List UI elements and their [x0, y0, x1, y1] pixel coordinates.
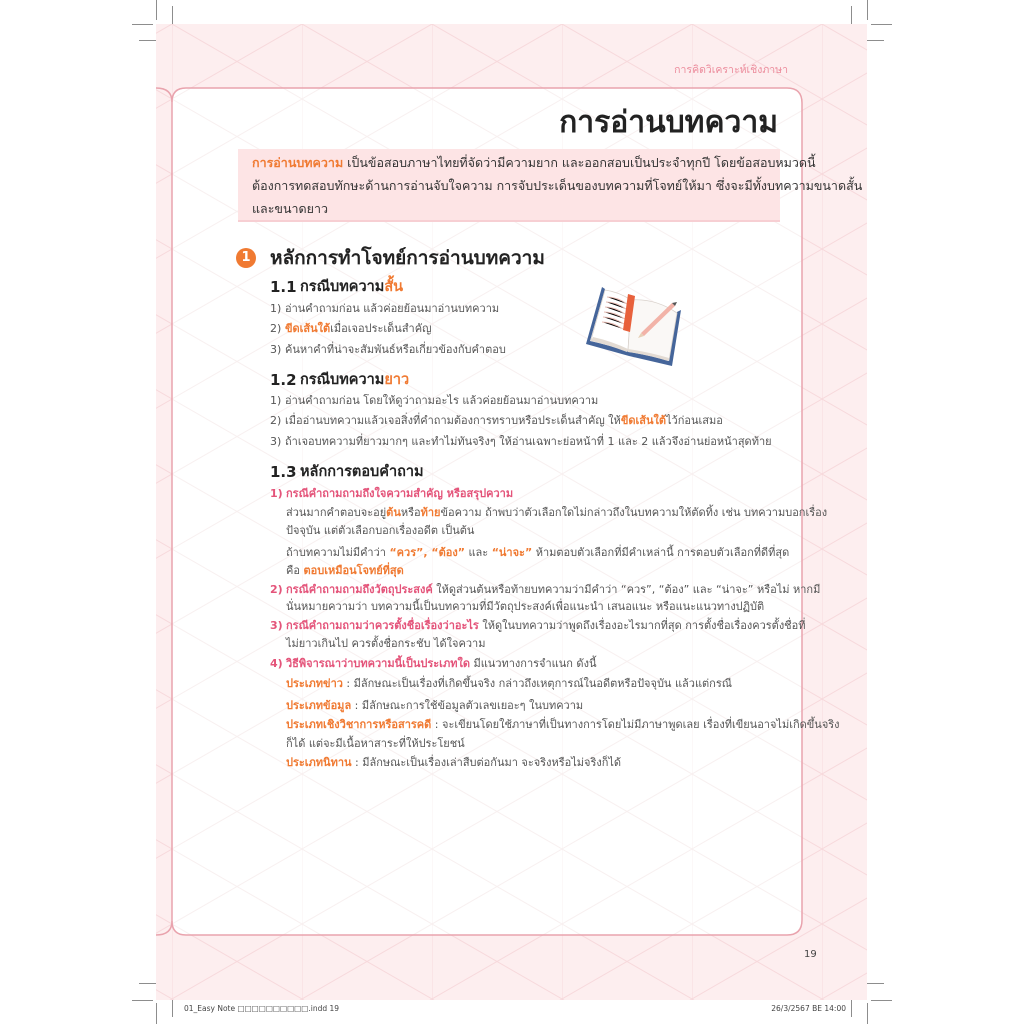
section-number-badge: 1	[236, 248, 256, 268]
subsection-title	[300, 277, 403, 297]
article-type-line	[286, 736, 465, 752]
intro-line	[252, 177, 862, 195]
text-segment: ให้ดูในบทความว่าพูดถึงเรื่องอะไรมากที่สุด การตั้งชื่อเรื่องควรตั้งชื่อที่	[478, 619, 806, 632]
item-heading-text: กรณีคำถามถามถึงวัตถุประสงค์	[286, 583, 433, 596]
intro-line	[252, 154, 816, 172]
subsection-title-highlight: ยาว	[384, 372, 410, 388]
subsection-title: หลักการตอบคำถาม	[300, 464, 424, 480]
text-segment: นั่นหมายความว่า บทความนี้เป็นบทความที่มีวัตถุประสงค์เพื่อแนะนำ เสนอแนะ หรือแนะแนวทางปฏิบัติ	[286, 600, 765, 613]
paragraph-line	[286, 505, 827, 521]
list-item	[285, 413, 723, 429]
highlight-text: “น่าจะ”	[491, 546, 533, 559]
highlight-text: ต้น	[386, 506, 401, 519]
text-segment: เมื่ออ่านบทความแล้วเจอสิ่งที่คำถามต้องการทราบหรือประเด็นสำคัญ ให้	[285, 414, 621, 427]
item-heading-text: กรณีคำถามถามถึงใจความสำคัญ หรือสรุปความ	[286, 487, 514, 500]
paragraph-line	[286, 599, 764, 615]
list-item-number: 2)	[270, 414, 282, 427]
page-title: การอ่านบทความ	[559, 105, 778, 140]
list-item-number: 4)	[270, 657, 283, 670]
text-segment: ส่วนมากคำตอบจะอยู่	[286, 506, 387, 519]
paragraph-line	[286, 636, 485, 652]
text-segment: ให้ดูส่วนต้นหรือท้ายบทความว่ามีคำว่า “ควร”, “ต้อง” และ “น่าจะ” หรือไม่ หากมี	[432, 583, 821, 596]
list-item	[285, 321, 431, 337]
text-segment: : มีลักษณะเป็นเรื่องเล่าสืบต่อกันมา จะจริงหรือไม่จริงก็ได้	[351, 756, 622, 769]
text-segment: ข้อความ ถ้าพบว่าตัวเลือกใดไม่กล่าวถึงในบทความให้ตัดทิ้ง เช่น บทความบอกเรื่อง	[440, 506, 828, 519]
list-item-heading	[286, 582, 820, 598]
page-number: 19	[804, 949, 817, 960]
list-item	[285, 434, 772, 450]
list-item-number: 1)	[270, 302, 282, 315]
text-segment: ไม่ยาวเกินไป ควรตั้งชื่อกระชับ ได้ใจความ	[286, 637, 486, 650]
highlight-text: ขีดเส้นใต้	[285, 322, 331, 335]
subsection-title-text: กรณีบทความ	[300, 372, 385, 388]
print-slug-filename: 01_Easy Note □□□□□□□□□□.indd 19	[184, 1004, 340, 1013]
article-type-line	[286, 676, 732, 692]
subsection-number: 1.2	[270, 371, 297, 389]
highlight-text: การอ่านบทความ	[252, 155, 344, 170]
list-item-heading	[286, 486, 513, 502]
highlight-text: ประเภทเชิงวิชาการหรือสารคดี	[286, 718, 432, 731]
article-type-line	[286, 755, 621, 771]
item-heading-text: กรณีคำถามถามว่าควรตั้งชื่อเรื่องว่าอะไร	[286, 619, 479, 632]
text-segment: คือ	[286, 564, 304, 577]
list-item-heading	[286, 618, 806, 634]
paragraph-line	[286, 523, 474, 539]
item-heading-text: วิธีพิจารณาว่าบทความนี้เป็นประเภทใด	[286, 657, 470, 670]
text-segment: และขนาดยาว	[252, 201, 329, 216]
list-item-heading	[286, 656, 596, 672]
chapter-running-header: การคิดวิเคราะห์เชิงภาษา	[674, 64, 788, 76]
article-type-line	[286, 698, 583, 714]
highlight-text: ตอบเหมือนโจทย์ที่สุด	[303, 564, 404, 577]
text-segment: เมื่อเจอประเด็นสำคัญ	[330, 322, 432, 335]
text-segment: : มีลักษณะเป็นเรื่องที่เกิดขึ้นจริง กล่าวถึงเหตุการณ์ในอดีตหรือปัจจุบัน แล้วแต่กรณี	[342, 677, 732, 690]
section-title: หลักการทำโจทย์การอ่านบทความ	[270, 247, 545, 269]
text-segment: ปัจจุบัน แต่ตัวเลือกบอกเรื่องอดีต เป็นต้น	[286, 524, 475, 537]
text-segment: : จะเขียนโดยใช้ภาษาที่เป็นทางการโดยไม่มีภาษาพูดเลย เรื่องที่เขียนอาจไม่เกิดขึ้นจริง	[431, 718, 840, 731]
highlight-text: “ควร”, “ต้อง”	[389, 546, 465, 559]
highlight-text: ประเภทข่าว	[286, 677, 343, 690]
paragraph-line	[286, 563, 404, 579]
list-item-number: 1)	[270, 487, 283, 500]
list-item-number: 3)	[270, 619, 283, 632]
text-segment: หรือ	[400, 506, 421, 519]
text-segment: มีแนวทางการจำแนก ดังนี้	[469, 657, 597, 670]
text-segment: และ	[464, 546, 492, 559]
highlight-text: ท้าย	[420, 506, 441, 519]
paragraph-line	[286, 545, 789, 561]
text-segment: เป็นข้อสอบภาษาไทยที่จัดว่ามีความยาก และออกสอบเป็นประจำทุกปี โดยข้อสอบหมวดนี้	[343, 155, 816, 170]
intro-line	[252, 200, 328, 218]
subsection-number: 1.1	[270, 278, 297, 296]
text-segment: ค้นหาคำที่น่าจะสัมพันธ์หรือเกี่ยวข้องกับคำตอบ	[285, 343, 506, 356]
text-segment: อ่านคำถามก่อน โดยให้ดูว่าถามอะไร แล้วค่อยย้อนมาอ่านบทความ	[285, 394, 599, 407]
text-segment: ถ้าบทความไม่มีคำว่า	[286, 546, 390, 559]
subsection-title-text: กรณีบทความ	[300, 279, 385, 295]
list-item	[285, 301, 499, 317]
article-type-line	[286, 717, 840, 733]
highlight-text: ขีดเส้นใต้	[620, 414, 666, 427]
highlight-text: ประเภทข้อมูล	[286, 699, 352, 712]
book-pencil-illustration	[585, 285, 685, 375]
list-item	[285, 342, 506, 358]
text-segment: : มีลักษณะการใช้ข้อมูลตัวเลขเยอะๆ ในบทความ	[351, 699, 584, 712]
list-item-number: 3)	[270, 343, 282, 356]
list-item	[285, 393, 598, 409]
list-item-number: 3)	[270, 435, 282, 448]
text-segment: ไว้ก่อนเสมอ	[665, 414, 723, 427]
subsection-title	[300, 370, 409, 390]
list-item-number: 2)	[270, 583, 283, 596]
text-segment: ต้องการทดสอบทักษะด้านการอ่านจับใจความ การจับประเด็นของบทความที่โจทย์ให้มา ซึ่งจะมีทั้งบทความขนาดสั้น	[252, 178, 863, 193]
text-segment: ถ้าเจอบทความที่ยาวมากๆ และทำไม่ทันจริงๆ ให้อ่านเฉพาะย่อหน้าที่ 1 และ 2 แล้วจึงอ่านย่อหน้าสุดท้าย	[285, 435, 772, 448]
print-slug-date: 26/3/2567 BE 14:00	[771, 1004, 846, 1013]
list-item-number: 2)	[270, 322, 282, 335]
subsection-number: 1.3	[270, 463, 297, 481]
text-segment: ก็ได้ แต่จะมีเนื้อหาสาระที่ให้ประโยชน์	[286, 737, 465, 750]
list-item-number: 1)	[270, 394, 282, 407]
text-segment: ห้ามตอบตัวเลือกที่มีคำเหล่านี้ การตอบตัวเลือกที่ดีที่สุด	[532, 546, 790, 559]
highlight-text: ประเภทนิทาน	[286, 756, 352, 769]
text-segment: อ่านคำถามก่อน แล้วค่อยย้อนมาอ่านบทความ	[285, 302, 500, 315]
subsection-title-highlight: สั้น	[384, 279, 404, 295]
